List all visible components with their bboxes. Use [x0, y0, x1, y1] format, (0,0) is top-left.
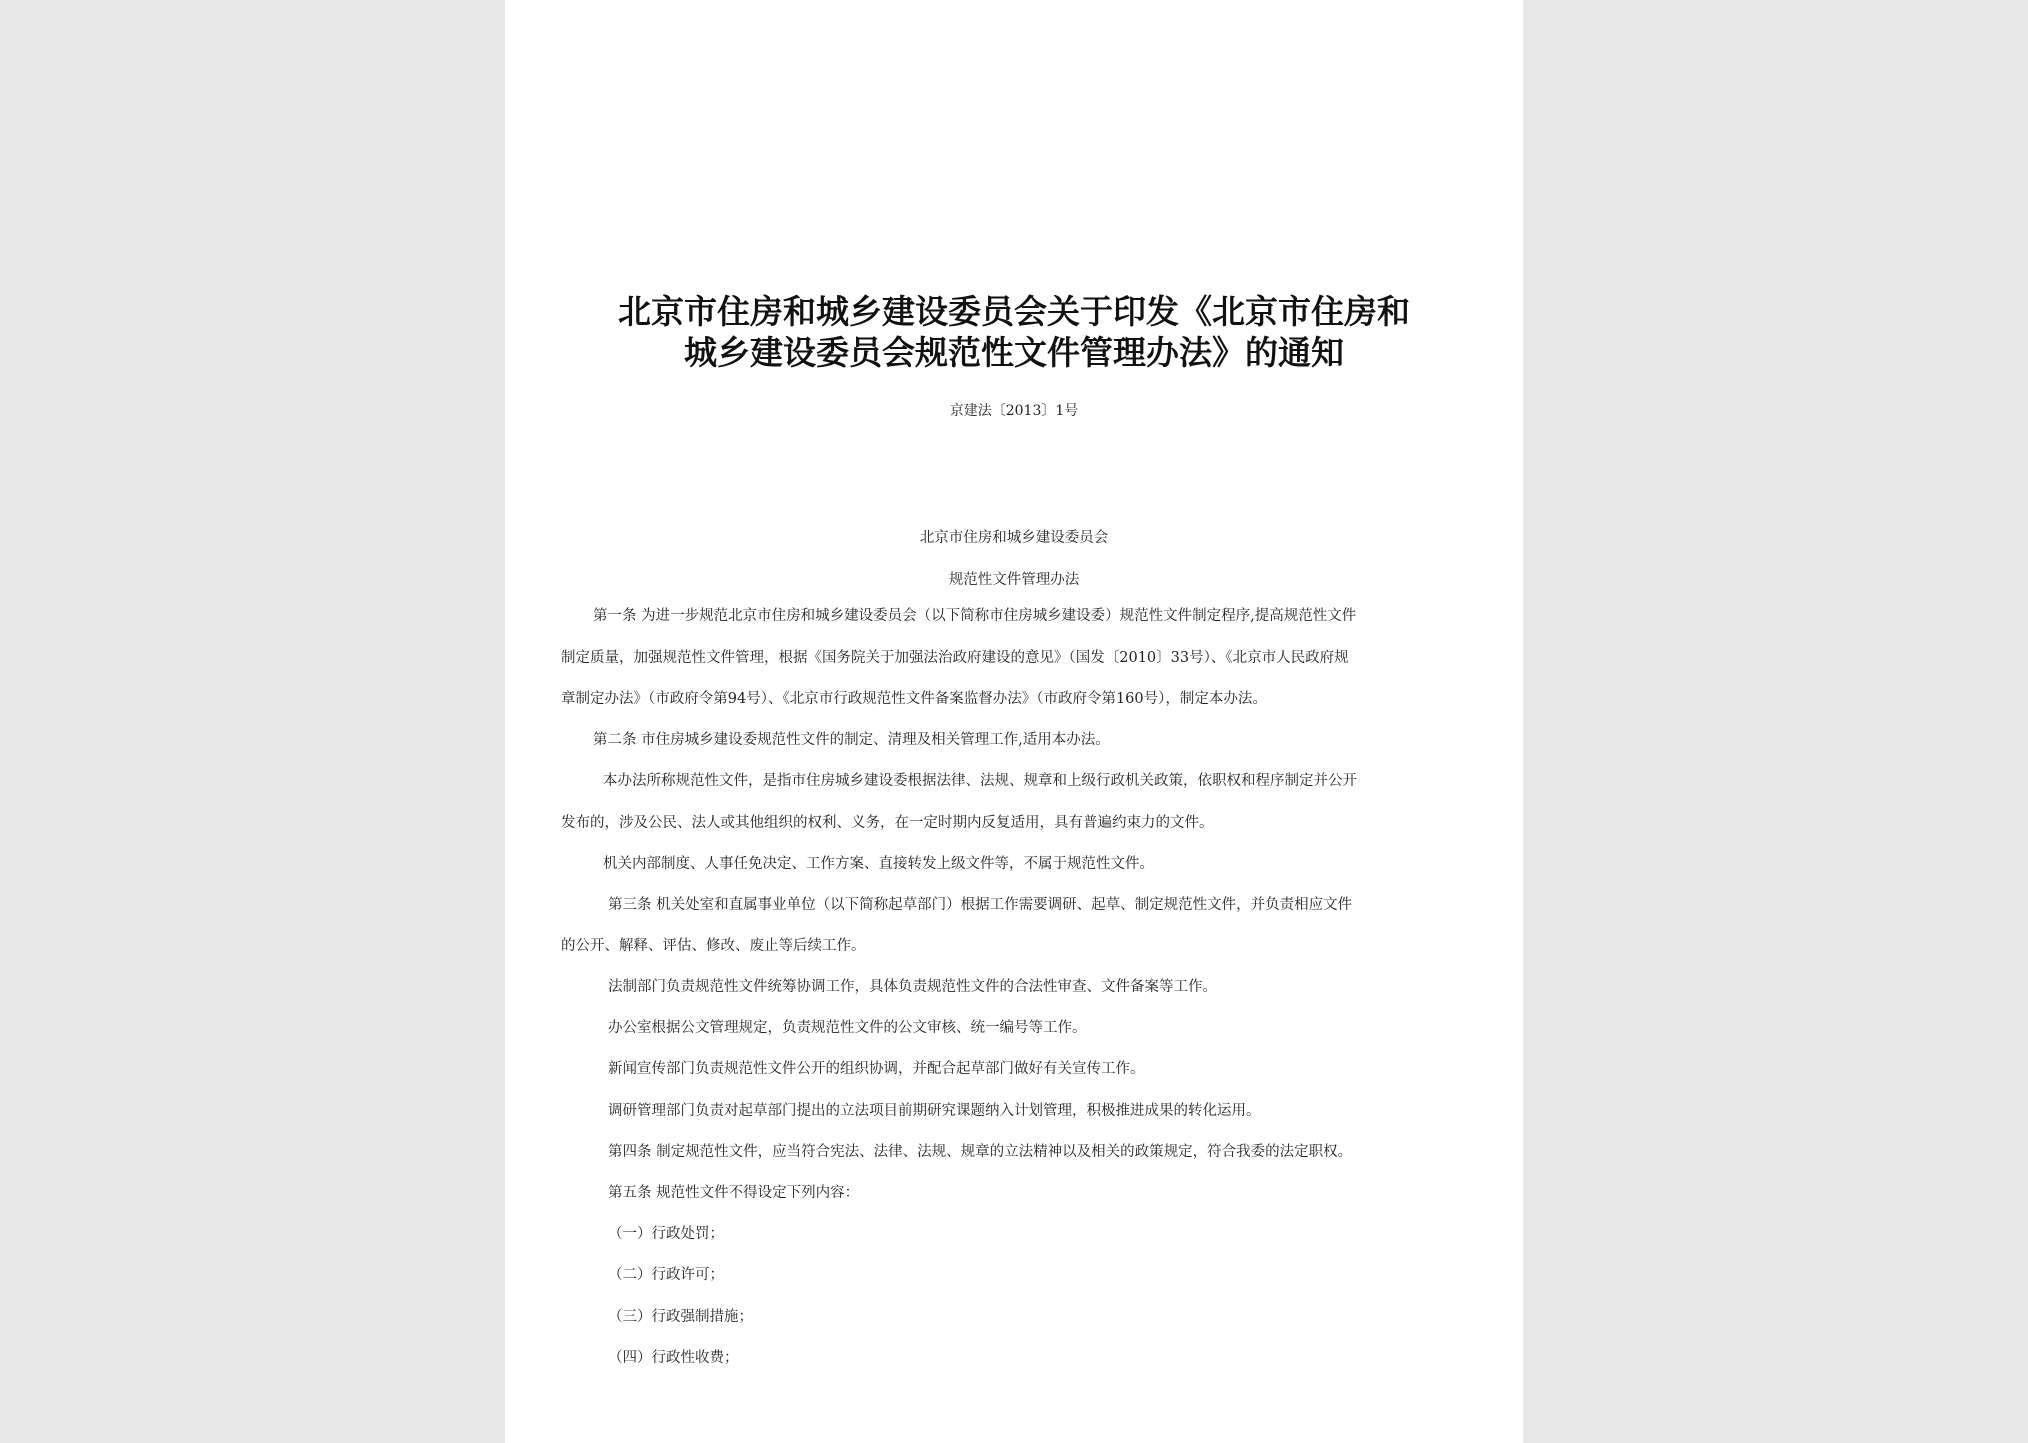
body-line: 章制定办法》（市政府令第94号）、《北京市行政规范性文件备案监督办法》（市政府令第160号），制定本办法。 [561, 691, 1267, 707]
document-title-line-1: 北京市住房和城乡建设委员会关于印发《北京市住房和 [618, 292, 1410, 331]
body-line: 办公室根据公文管理规定，负责规范性文件的公文审核、统一编号等工作。 [608, 1020, 1087, 1036]
list-item: （三）行政强制措施； [608, 1309, 753, 1325]
regulation-title: 规范性文件管理办法 [948, 572, 1080, 588]
body-line: 本办法所称规范性文件，是指市住房城乡建设委根据法律、法规、规章和上级行政机关政策，依职权和程序制定并公开 [603, 773, 1357, 789]
body-line: 制定质量，加强规范性文件管理，根据《国务院关于加强法治政府建设的意见》（国发〔2010〕33号）、《北京市人民政府规 [561, 650, 1349, 666]
body-line: 调研管理部门负责对起草部门提出的立法项目前期研究课题纳入计划管理，积极推进成果的转化运用。 [608, 1103, 1261, 1119]
regulation-issuer: 北京市住房和城乡建设委员会 [919, 530, 1109, 546]
body-line: 第二条 市住房城乡建设委规范性文件的制定、清理及相关管理工作,适用本办法。 [593, 732, 1110, 748]
body-line: 法制部门负责规范性文件统筹协调工作，具体负责规范性文件的合法性审查、文件备案等工作。 [608, 979, 1217, 995]
body-line: 机关内部制度、人事任免决定、工作方案、直接转发上级文件等，不属于规范性文件。 [603, 856, 1154, 872]
body-line: 发布的，涉及公民、法人或其他组织的权利、义务，在一定时期内反复适用，具有普遍约束力的文件。 [561, 815, 1214, 831]
document-page [505, 0, 1523, 1443]
document-number: 京建法〔2013〕1号 [949, 403, 1079, 419]
document-title-line-2: 城乡建设委员会规范性文件管理办法》的通知 [684, 333, 1344, 372]
list-item: （一）行政处罚； [608, 1226, 724, 1242]
list-item: （四）行政性收费； [608, 1350, 739, 1366]
body-line: 第四条 制定规范性文件，应当符合宪法、法律、法规、规章的立法精神以及相关的政策规定，符合我委的法定职权。 [608, 1144, 1353, 1160]
list-item: （二）行政许可； [608, 1267, 724, 1283]
body-line: 第五条 规范性文件不得设定下列内容： [608, 1185, 860, 1201]
body-line: 新闻宣传部门负责规范性文件公开的组织协调，并配合起草部门做好有关宣传工作。 [608, 1061, 1145, 1077]
body-line: 第三条 机关处室和直属事业单位（以下简称起草部门）根据工作需要调研、起草、制定规范性文件，并负责相应文件 [608, 897, 1353, 913]
body-line: 第一条 为进一步规范北京市住房和城乡建设委员会（以下简称市住房城乡建设委）规范性文件制定程序,提高规范性文件 [593, 608, 1357, 624]
body-line: 的公开、解释、评估、修改、废止等后续工作。 [561, 938, 866, 954]
